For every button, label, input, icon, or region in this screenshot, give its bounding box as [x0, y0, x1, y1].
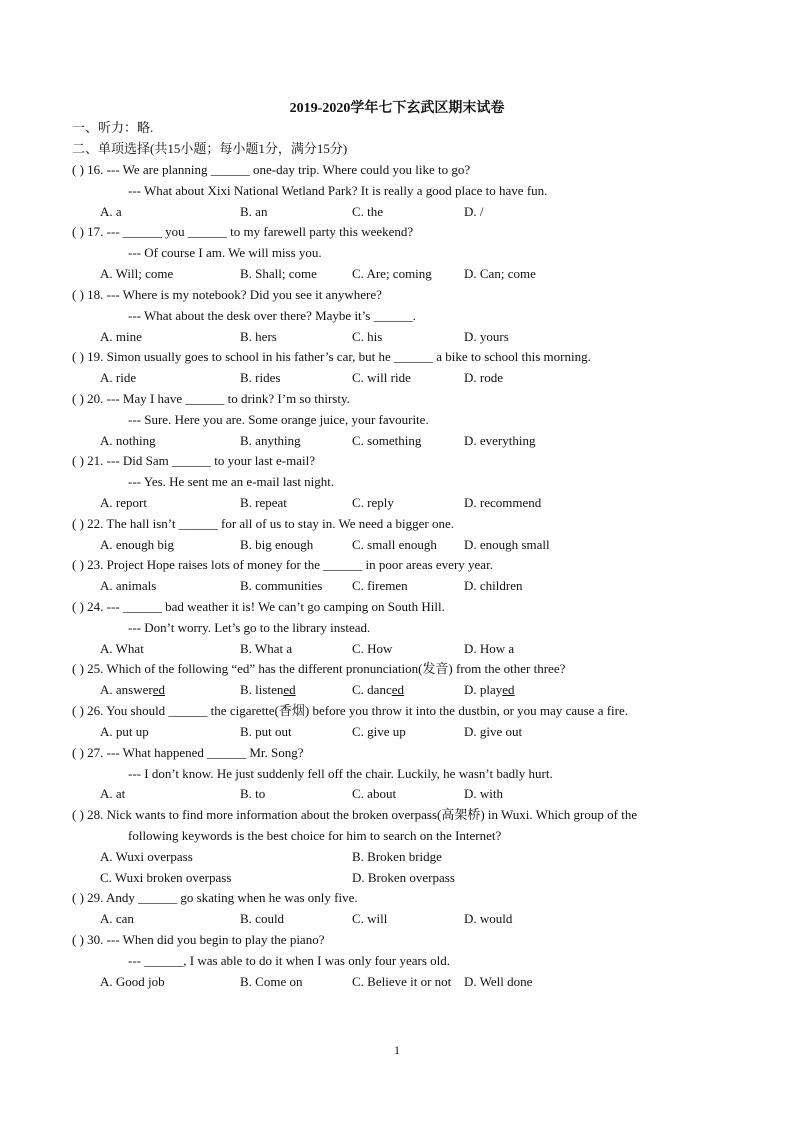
option-d: D. Well done [464, 974, 533, 989]
option-a: A. animals [100, 578, 157, 593]
option-c: C. Are; coming [352, 266, 432, 281]
option-d: D. everything [464, 433, 536, 448]
ed-suffix: ed [283, 682, 296, 697]
question-line: --- Sure. Here you are. Some orange juice, your favourite. [128, 412, 429, 427]
option-b: B. an [240, 204, 268, 219]
option-b: B. anything [240, 433, 301, 448]
question-line: ( ) 23. Project Hope raises lots of money for the ______ in poor areas every year. [72, 557, 493, 572]
option-a: A. ride [100, 370, 137, 385]
question-line: ( ) 25. Which of the following “ed” has the different pronunciation(发音) from the other three? [72, 661, 566, 676]
question-line: --- What about Xixi National Wetland Park? It is really a good place to have fun. [128, 183, 548, 198]
question-line: ( ) 16. --- We are planning ______ one-day trip. Where could you like to go? [72, 162, 471, 177]
question-line: ( ) 21. --- Did Sam ______ to your last e-mail? [72, 453, 315, 468]
option-b: B. hers [240, 329, 277, 344]
option-b: B. big enough [240, 537, 314, 552]
question-line: ( ) 20. --- May I have ______ to drink? I’m so thirsty. [72, 391, 350, 406]
option-d: D. How a [464, 641, 515, 656]
section-choice: 二、单项选择(共15小题；每小题1分，满分15分) [72, 141, 348, 156]
option-b: B. communities [240, 578, 323, 593]
question-line: --- What about the desk over there? Maybe it’s ______. [128, 308, 416, 323]
option-c: C. the [352, 204, 384, 219]
option-d: D. Can; come [464, 266, 536, 281]
option-c: C. reply [352, 495, 394, 510]
option-d: D. rode [464, 370, 503, 385]
option-a: A. enough big [100, 537, 175, 552]
option-d: D. with [464, 786, 503, 801]
option-d: D. enough small [464, 537, 550, 552]
option-d: D. yours [464, 329, 509, 344]
option-d: D. / [464, 204, 484, 219]
option-c: C. firemen [352, 578, 408, 593]
option-b: B. Broken bridge [352, 849, 442, 864]
question-line: ( ) 29. Andy ______ go skating when he was only five. [72, 890, 358, 905]
option-b: B. put out [240, 724, 292, 739]
option-d: D. played [464, 682, 515, 697]
question-line: --- Of course I am. We will miss you. [128, 245, 322, 260]
option-c: C. Believe it or not [352, 974, 452, 989]
option-c: C. will ride [352, 370, 411, 385]
option-c: C. small enough [352, 537, 437, 552]
question-line: ( ) 27. --- What happened ______ Mr. Song? [72, 745, 304, 760]
option-d: D. children [464, 578, 523, 593]
option-a: A. report [100, 495, 147, 510]
option-c: C. How [352, 641, 393, 656]
option-c: C. something [352, 433, 422, 448]
option-c: C. give up [352, 724, 406, 739]
option-c: C. Wuxi broken overpass [100, 870, 232, 885]
question-line: --- ______, I was able to do it when I was only four years old. [128, 953, 451, 968]
question-line: ( ) 17. --- ______ you ______ to my farewell party this weekend? [72, 224, 414, 239]
question-line: ( ) 22. The hall isn’t ______ for all of us to stay in. We need a bigger one. [72, 516, 455, 531]
option-b: B. listened [240, 682, 296, 697]
option-a: A. answered [100, 682, 165, 697]
option-a: A. nothing [100, 433, 156, 448]
question-line: --- Yes. He sent me an e-mail last night. [128, 474, 335, 489]
ed-suffix: ed [391, 682, 404, 697]
option-a: A. What [100, 641, 144, 656]
option-c: C. danced [352, 682, 404, 697]
ed-suffix: ed [152, 682, 165, 697]
section-listening: 一、听力：略. [72, 120, 154, 135]
option-b: B. Come on [240, 974, 303, 989]
option-a: A. at [100, 786, 126, 801]
question-line: ( ) 26. You should ______ the cigarette(香烟) before you throw it into the dustbin, or you may cause a fire. [72, 703, 628, 718]
question-line: ( ) 30. --- When did you begin to play the piano? [72, 932, 325, 947]
option-c: C. about [352, 786, 397, 801]
option-b: B. could [240, 911, 285, 926]
option-a: A. Wuxi overpass [100, 849, 193, 864]
option-b: B. Shall; come [240, 266, 317, 281]
option-b: B. rides [240, 370, 281, 385]
question-line: following keywords is the best choice for him to search on the Internet? [128, 828, 502, 843]
question-line: ( ) 18. --- Where is my notebook? Did you see it anywhere? [72, 287, 382, 302]
option-c: C. his [352, 329, 383, 344]
question-line: --- I don’t know. He just suddenly fell off the chair. Luckily, he wasn’t badly hurt. [128, 766, 553, 781]
option-d: D. would [464, 911, 513, 926]
question-line: ( ) 19. Simon usually goes to school in his father’s car, but he ______ a bike to school this morning. [72, 349, 591, 364]
question-line: --- Don’t worry. Let’s go to the library instead. [128, 620, 371, 635]
option-d: D. Broken overpass [352, 870, 455, 885]
page-title: 2019-2020学年七下玄武区期末试卷 [289, 101, 505, 116]
question-line: ( ) 28. Nick wants to find more information about the broken overpass(高架桥) in Wuxi. Which group of the [72, 807, 638, 822]
option-d: D. recommend [464, 495, 542, 510]
option-a: A. a [100, 204, 122, 219]
option-a: A. put up [100, 724, 149, 739]
question-line: ( ) 24. --- ______ bad weather it is! We can’t go camping on South Hill. [72, 599, 445, 614]
option-a: A. can [100, 911, 134, 926]
page-number: 1 [394, 1043, 400, 1057]
option-a: A. mine [100, 329, 142, 344]
option-b: B. to [240, 786, 266, 801]
option-c: C. will [352, 911, 388, 926]
option-b: B. What a [240, 641, 293, 656]
ed-suffix: ed [502, 682, 515, 697]
option-a: A. Will; come [100, 266, 174, 281]
option-b: B. repeat [240, 495, 287, 510]
option-a: A. Good job [100, 974, 165, 989]
option-d: D. give out [464, 724, 523, 739]
